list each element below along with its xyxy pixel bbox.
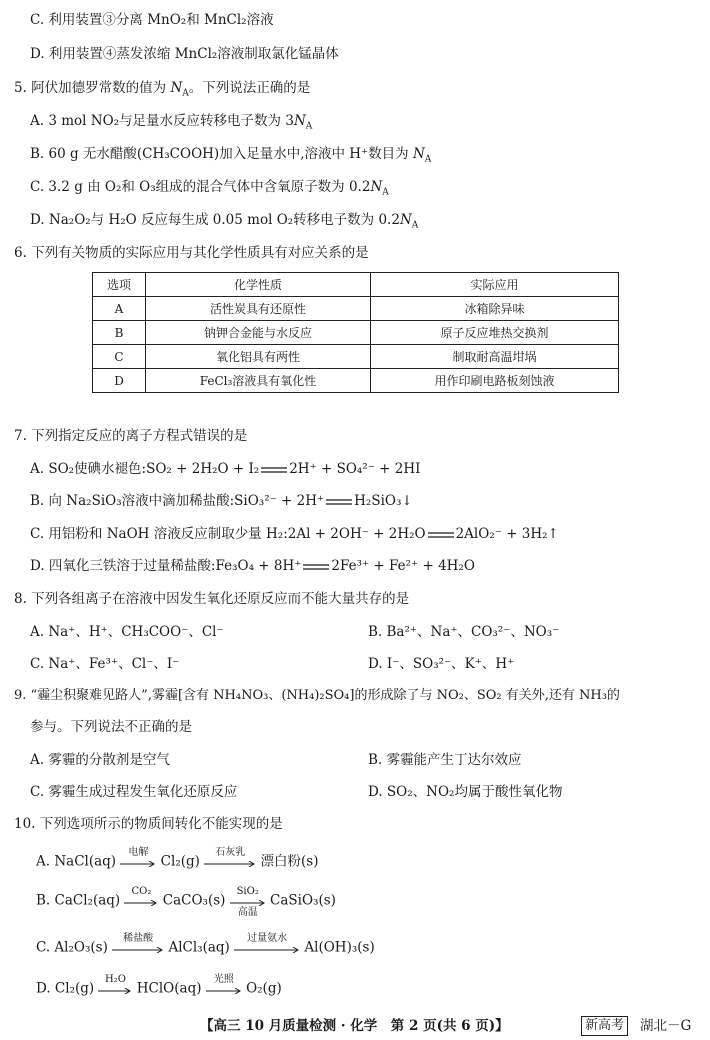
- q7-option-c: C. 用铝粉和 NaOH 溶液反应制取少量 H₂:2Al + 2OH⁻ + 2H₂O 2AlO₂⁻ + 3H₂↑: [30, 526, 559, 542]
- q9-stem-line2: 参与。下列说法不正确的是: [30, 719, 192, 735]
- equals-sign-icon: [303, 563, 329, 571]
- table-cell: B: [93, 321, 146, 345]
- reaction-arrow: 过量氨水: [234, 937, 300, 959]
- q8-option-c: C. Na⁺、Fe³⁺、Cl⁻、I⁻: [30, 656, 180, 672]
- arrow-right-icon: [204, 861, 256, 867]
- reaction-arrow: H₂O: [98, 978, 132, 1000]
- q7-option-a: A. SO₂使碘水褪色:SO₂ + 2H₂O + I₂ 2H⁺ + SO₄²⁻ + 2HI: [30, 461, 421, 477]
- q9-option-a: A. 雾霾的分散剂是空气: [30, 752, 170, 768]
- arrow-right-icon: [112, 947, 164, 953]
- table-cell: 氧化铝具有两性: [146, 345, 371, 369]
- q5-option-a: A. 3 mol NO₂与足量水反应转移电子数为 $3N_A$: [30, 113, 313, 132]
- q9-option-c: C. 雾霾生成过程发生氧化还原反应: [30, 784, 238, 800]
- q10-option-d: D. Cl₂(g) H₂O HClO(aq) 光照 O₂(g): [36, 978, 282, 1000]
- q5-option-c: C. 3.2 g 由 O₂和 O₃组成的混合气体中含氧原子数为 $0.2N_A$: [30, 179, 389, 198]
- arrow-right-icon: [124, 900, 158, 906]
- reaction-arrow: 光照: [206, 978, 242, 1000]
- equals-sign-icon: [428, 531, 454, 539]
- q10-stem: 10. 下列选项所示的物质间转化不能实现的是: [14, 816, 283, 832]
- table-row: [93, 321, 619, 345]
- table-cell: A: [93, 297, 146, 321]
- q10-option-b: B. CaCl₂(aq) CO₂ CaCO₃(s) SiO₂ 高温 CaSiO₃(s): [36, 886, 336, 918]
- q10-option-a: A. NaCl(aq) 电解 Cl₂(g) 石灰乳 漂白粉(s): [36, 851, 318, 873]
- reaction-arrow: 石灰乳: [204, 851, 256, 873]
- table-header-cell: 选项: [93, 273, 146, 297]
- prev-option-c: C. 利用装置③分离 MnO₂和 MnCl₂溶液: [30, 12, 274, 28]
- q8-stem: 8. 下列各组离子在溶液中因发生氧化还原反应而不能大量共存的是: [14, 591, 410, 607]
- reaction-arrow: SiO₂ 高温: [230, 890, 266, 912]
- q9-option-d: D. SO₂、NO₂均属于酸性氧化物: [368, 784, 563, 800]
- reaction-arrow: CO₂: [124, 890, 158, 912]
- table-cell: 活性炭具有还原性: [146, 297, 371, 321]
- arrow-right-icon: [230, 900, 266, 906]
- table-header-cell: 实际应用: [371, 273, 619, 297]
- arrow-right-icon: [206, 988, 242, 994]
- table-header-row: [93, 273, 619, 297]
- prev-option-d: D. 利用装置④蒸发浓缩 MnCl₂溶液制取氯化锰晶体: [30, 46, 339, 62]
- table-header-cell: 化学性质: [146, 273, 371, 297]
- q5-stem: 5. 阿伏加德罗常数的值为 $N_A$。下列说法正确的是: [14, 80, 311, 99]
- table-cell: 制取耐高温坩埚: [371, 345, 619, 369]
- q7-stem: 7. 下列指定反应的离子方程式错误的是: [14, 428, 248, 444]
- reaction-arrow: 稀盐酸: [112, 937, 164, 959]
- q7-option-d: D. 四氧化三铁溶于过量稀盐酸:Fe₃O₄ + 8H⁺ 2Fe³⁺ + Fe²⁺ + 4H₂O: [30, 558, 475, 574]
- table-row: [93, 297, 619, 321]
- table-cell: 原子反应堆热交换剂: [371, 321, 619, 345]
- table-cell: 冰箱除异味: [371, 297, 619, 321]
- arrow-right-icon: [98, 988, 132, 994]
- table-row: [93, 345, 619, 369]
- q9-option-b: B. 雾霾能产生丁达尔效应: [368, 752, 522, 768]
- q8-option-a: A. Na⁺、H⁺、CH₃COO⁻、Cl⁻: [30, 624, 224, 640]
- reaction-arrow: 电解: [120, 851, 156, 873]
- equals-sign-icon: [261, 466, 287, 474]
- q7-option-b: B. 向 Na₂SiO₃溶液中滴加稀盐酸:SiO₃²⁻ + 2H⁺ H₂SiO₃↓: [30, 493, 413, 509]
- q8-option-d: D. I⁻、SO₃²⁻、K⁺、H⁺: [368, 656, 515, 672]
- arrow-right-icon: [234, 947, 300, 953]
- table-cell: 用作印刷电路板刻蚀液: [371, 369, 619, 393]
- q5-option-b: B. 60 g 无水醋酸(CH₃COOH)加入足量水中,溶液中 H⁺数目为 $N_A$: [30, 146, 432, 165]
- table-cell: FeCl₃溶液具有氧化性: [146, 369, 371, 393]
- footer-region: 湖北－G: [640, 1018, 692, 1034]
- footer-title: 【高三 10 月质量检测 · 化学 第 2 页(共 6 页)】: [200, 1018, 509, 1034]
- q10-option-c: C. Al₂O₃(s) 稀盐酸 AlCl₃(aq) 过量氨水 Al(OH)₃(s): [36, 937, 375, 959]
- table-row: [93, 369, 619, 393]
- footer-badge: 新高考: [581, 1016, 628, 1036]
- q6-table: [92, 272, 619, 393]
- q8-option-b: B. Ba²⁺、Na⁺、CO₃²⁻、NO₃⁻: [368, 624, 560, 640]
- q6-stem: 6. 下列有关物质的实际应用与其化学性质具有对应关系的是: [14, 245, 369, 261]
- table-cell: D: [93, 369, 146, 393]
- page-footer: [0, 1016, 710, 1038]
- table-cell: 钠钾合金能与水反应: [146, 321, 371, 345]
- table-cell: C: [93, 345, 146, 369]
- q5-option-d: D. Na₂O₂与 H₂O 反应每生成 0.05 mol O₂转移电子数为 $0.2N_A$: [30, 212, 419, 231]
- q9-stem-line1: 9. “霾尘积聚难见路人”,雾霾[含有 NH₄NO₃、(NH₄)₂SO₄]的形成除了与 NO₂、SO₂ 有关外,还有 NH₃的: [14, 688, 620, 703]
- arrow-right-icon: [120, 861, 156, 867]
- equals-sign-icon: [326, 498, 352, 506]
